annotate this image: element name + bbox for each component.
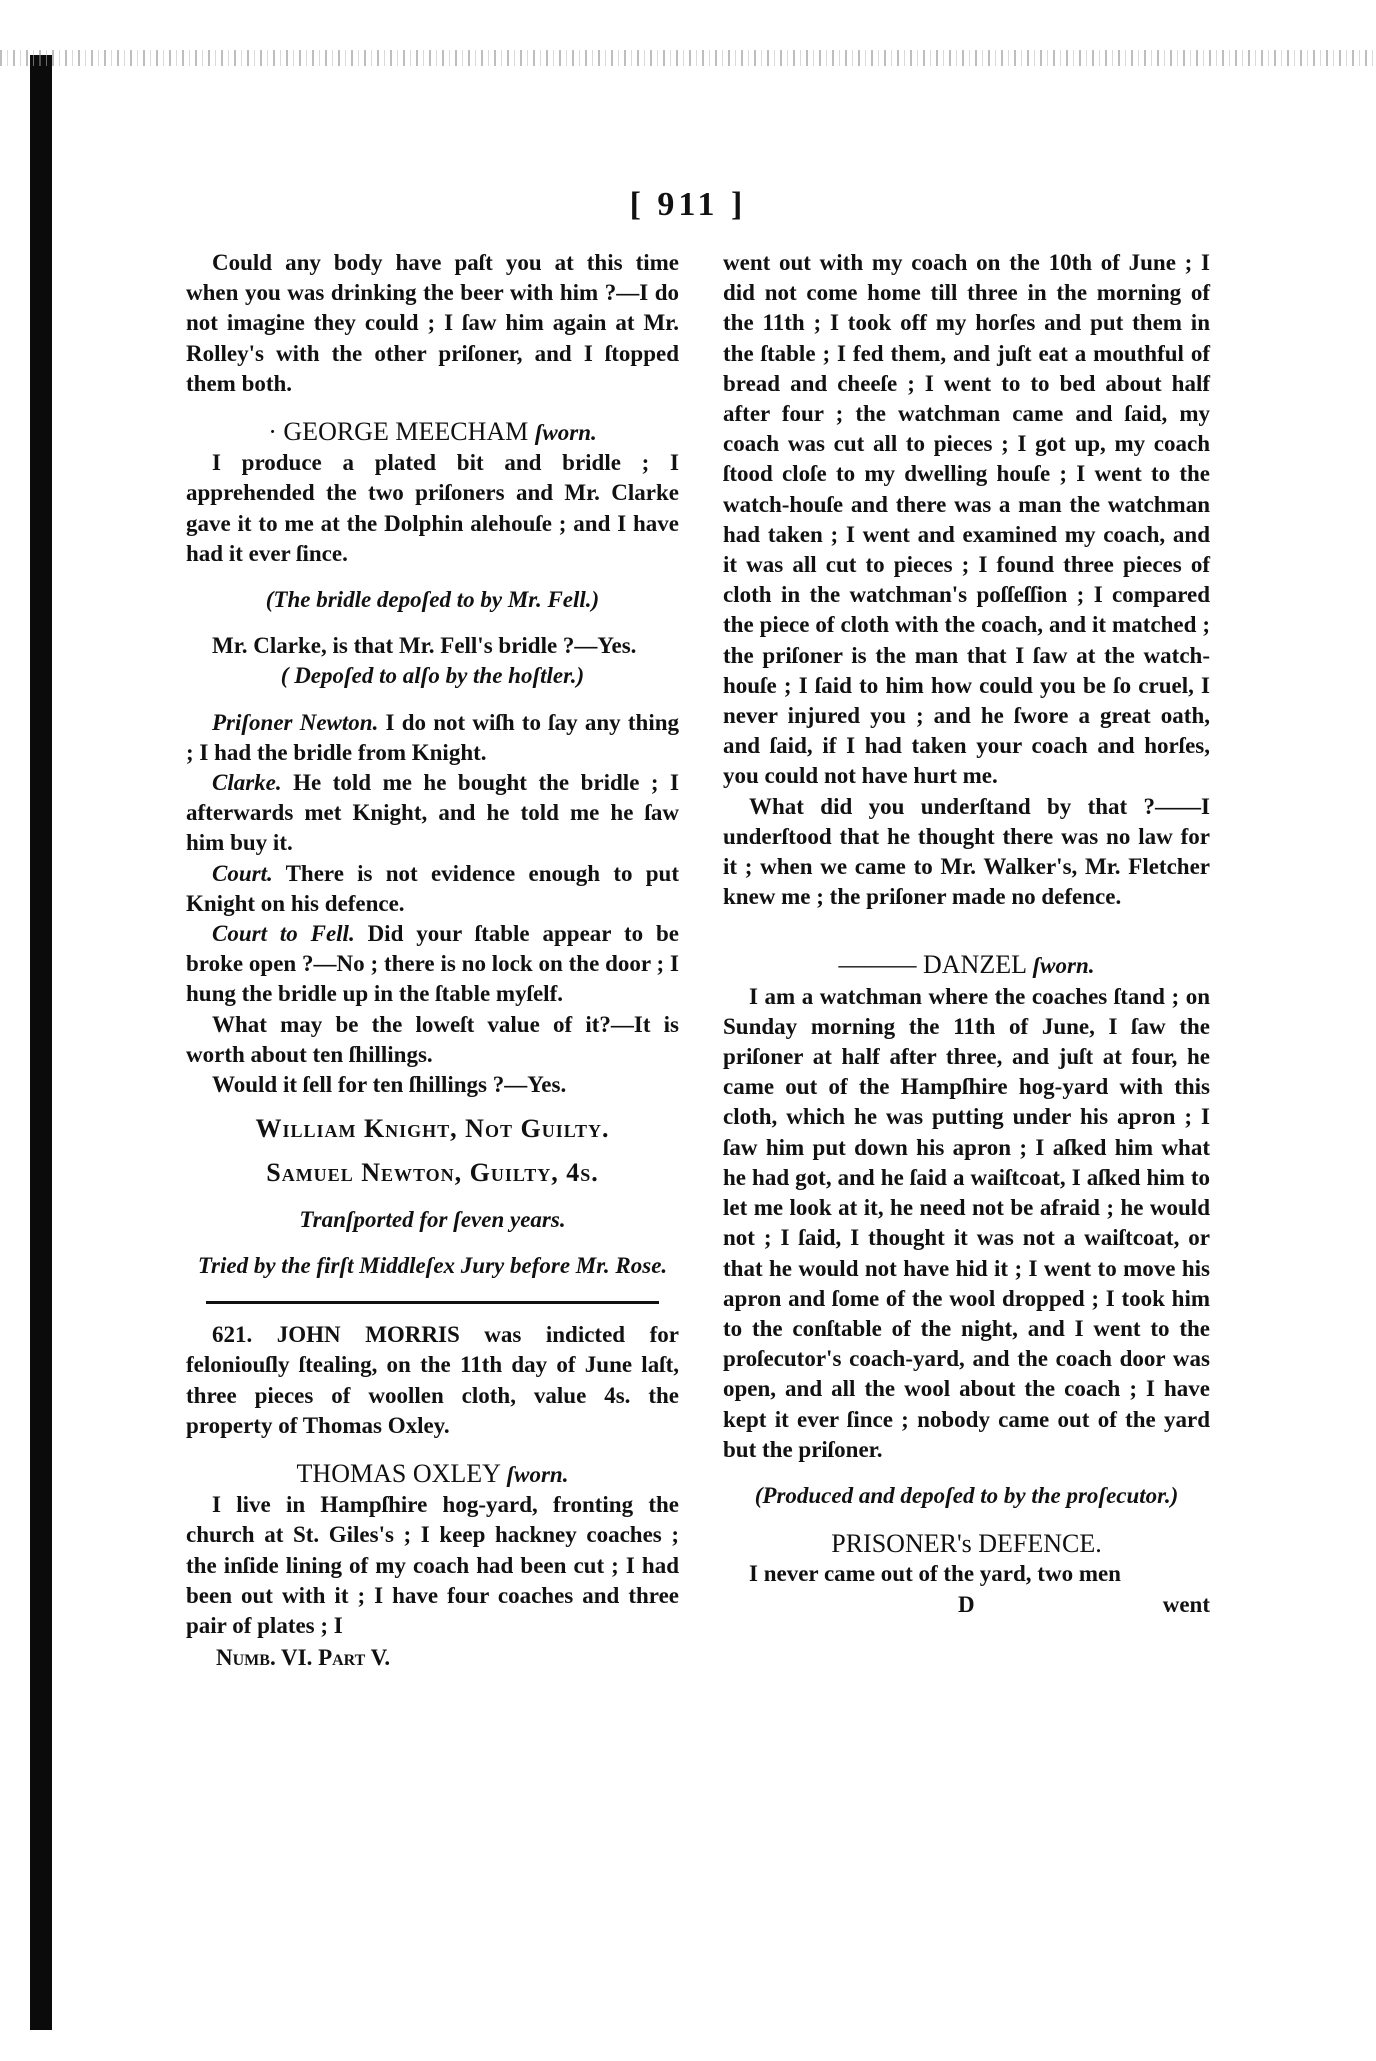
signature-footer: Numb. VI. Part V. bbox=[216, 1645, 391, 1671]
sworn-label: ſworn. bbox=[1032, 953, 1095, 979]
paragraph bbox=[186, 919, 679, 1010]
sworn-label: ſworn. bbox=[506, 1461, 569, 1487]
paragraph: Could any body have paſt you at this time when you was drinking the beer with him ?—I do not imagine they could ; I ſaw him again at Mr. Rolley's with the other priſoner, and I ſtopped them both. bbox=[186, 250, 679, 396]
paragraph bbox=[186, 768, 679, 859]
indictment-paragraph: 621. JOHN MORRIS was indicted for feloniouſly ſtealing, on the 11th day of June laſt, three pieces of woollen cloth, value 4s. the property of Thomas Oxley. bbox=[186, 1322, 679, 1438]
left-column bbox=[186, 248, 679, 1673]
paragraph bbox=[186, 708, 679, 768]
paragraph: I live in Hampſhire hog-yard, fronting the church at St. Giles's ; I keep hackney coaches ; the inſide lining of my coach had been cut ; I had been out with it ; I have four coaches and three pair of plates ; I bbox=[186, 1492, 679, 1638]
witness-name: · GEORGE MEECHAM bbox=[268, 417, 529, 447]
signature-mark: D bbox=[958, 1591, 975, 1617]
speech-text: I do not wiſh to ſay any thing ; I had the bridle from Knight. bbox=[186, 709, 679, 765]
paragraph bbox=[186, 859, 679, 919]
sentence-line: Tranſported for ſeven years. bbox=[299, 1206, 566, 1232]
deposition-note: (The bridle depoſed to by Mr. Fell.) bbox=[265, 587, 600, 613]
verdict-line: William Knight, Not Guilty. bbox=[255, 1114, 610, 1144]
speaker-label: Court. bbox=[212, 860, 273, 886]
sworn-label: ſworn. bbox=[534, 420, 597, 446]
paragraph: I am a watchman where the coaches ſtand ; on Sunday morning the 11th of June, I ſaw the priſoner at half after three, and juſt at four, he came out of the Hampſhire hog-yard with this cloth, which he was putting under his apron ; I ſaw him put down his apron ; I aſked him what he had got, and he ſaid a waiſtcoat, I aſked him to let me look at it, he need not be afraid ; he would not ; I ſaid, I thought it was not a waiſtcoat, or that he would not have hid it ; I went to move his apron and ſome of the wool dropped ; I took him to the conſtable of the night, and I went to the proſecutor's coach-yard, and the coach door was open, and all the wool about the coach ; I have kept it ever ſince ; nobody came out of the yard but the priſoner. bbox=[723, 983, 1210, 1462]
speech-text: He told me he bought the bridle ; I afterwards met Knight, and he told me he ſaw him buy it. bbox=[186, 770, 679, 856]
paragraph: went out with my coach on the 10th of June ; I did not come home till three in the morning of the 11th ; I took off my horſes and put them in the ſtable ; I fed them, and juſt eat a mouthful of bread and cheeſe ; I went to to bed about half after four ; the watchman came and ſaid, my coach was cut all to pieces ; I got up, my coach ſtood cloſe to my dwelling houſe ; I went to the watch-houſe and there was a man the watchman had taken ; I went and examined my coach, and it was all cut to pieces ; I found three pieces of cloth in the watchman's poſſeſſion ; I compared the piece of cloth with the coach, and it matched ; the priſoner is the man that I ſaw at the watch-houſe ; I ſaid to him how could you be ſo cruel, I never injured you ; and he ſwore a great oath, and ſaid, if I had taken your coach and horſes, you could not have hurt me. bbox=[723, 250, 1210, 789]
witness-name: ——— DANZEL bbox=[838, 950, 1026, 980]
top-page-edge bbox=[0, 50, 1376, 66]
witness-heading bbox=[186, 1459, 679, 1490]
deposition-note: ( Depoſed to alſo by the hoſtler.) bbox=[280, 663, 585, 689]
right-column bbox=[723, 248, 1210, 1620]
page-footer bbox=[723, 1590, 1210, 1620]
deposition-note: (Produced and depoſed to by the proſecutor.) bbox=[754, 1482, 1179, 1508]
binding-edge bbox=[30, 55, 52, 2030]
speaker-label: Court to Fell. bbox=[212, 921, 355, 947]
paragraph: Mr. Clarke, is that Mr. Fell's bridle ?—Yes. bbox=[212, 633, 637, 659]
witness-heading bbox=[723, 950, 1210, 981]
page-number: [ 911 ] bbox=[629, 186, 747, 223]
catchword: went bbox=[1162, 1591, 1210, 1617]
witness-heading bbox=[186, 417, 679, 448]
paragraph: I never came out of the yard, two men bbox=[749, 1561, 1121, 1587]
paragraph: What did you underſtand by that ?——I underſtood that he thought there was no law for it ; when we came to Mr. Walker's, Mr. Fletcher knew me ; the priſoner made no defence. bbox=[723, 793, 1210, 910]
defence-heading: PRISONER's DEFENCE. bbox=[831, 1529, 1102, 1559]
paragraph: Would it ſell for ten ſhillings ?—Yes. bbox=[212, 1072, 567, 1098]
speech-text: Did your ſtable appear to be broke open ?—No ; there is no lock on the door ; I hung the bridle up in the ſtable myſelf. bbox=[186, 921, 680, 1007]
paragraph: I produce a plated bit and bridle ; I apprehended the two priſoners and Mr. Clarke gave it to me at the Dolphin alehouſe ; and I have had it ever ſince. bbox=[186, 450, 679, 566]
speech-text: There is not evidence enough to put Knight on his defence. bbox=[186, 860, 679, 916]
jury-line: Tried by the firſt Middleſex Jury before Mr. Rose. bbox=[197, 1252, 668, 1278]
paragraph: What may be the loweſt value of it?—It is worth about ten ſhillings. bbox=[186, 1011, 679, 1067]
section-rule bbox=[206, 1301, 659, 1304]
speaker-label: Clarke. bbox=[212, 770, 282, 796]
speaker-label: Priſoner Newton. bbox=[212, 709, 379, 735]
witness-name: THOMAS OXLEY bbox=[296, 1458, 500, 1488]
verdict-line: Samuel Newton, Guilty, 4s. bbox=[266, 1158, 599, 1188]
